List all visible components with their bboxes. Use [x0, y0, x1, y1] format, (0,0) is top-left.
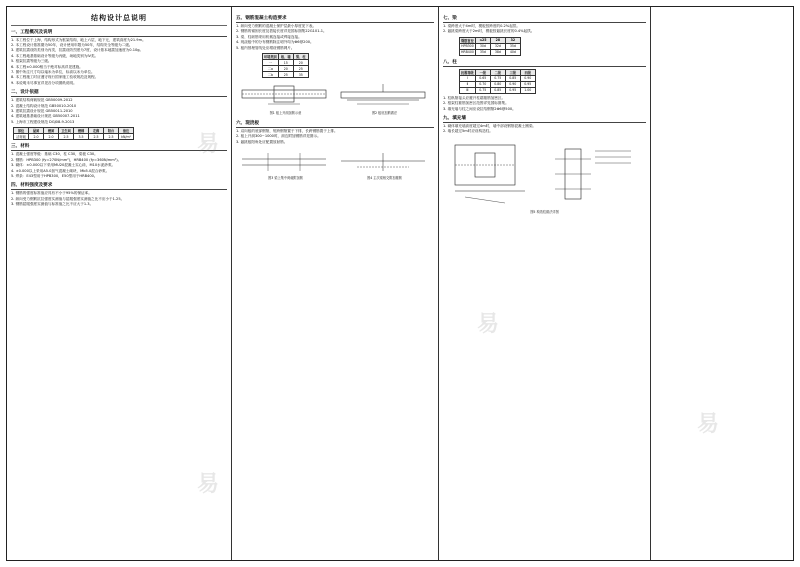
text-line: 3. 填充墙与柱之间应设拉结钢筋2Φ6@500。 [443, 106, 516, 111]
figure-caption: 图2 板底加筋做法 [371, 111, 398, 116]
axial-ratio-table [459, 69, 536, 94]
text-line: 2. 板上开洞300~1000时，洞边附加钢筋详见图示。 [236, 134, 321, 139]
table-cell: 2.5 [104, 134, 119, 140]
table-header-cell: 三级 [505, 69, 520, 75]
text-line: 1. 纵向受力钢筋的混凝土保护层最小厚度见下表。 [236, 24, 317, 28]
table-cell: 活荷载 [14, 134, 29, 140]
section-heading: 三、材料 [11, 143, 227, 151]
text-line: 6. 本工程±0.000相当于绝对标高详见建施。 [11, 64, 83, 69]
text-line: 4. ±0.000以上采用A5.0加气混凝土砌块，Mb5.0混合砂浆。 [11, 168, 110, 173]
table-cell: 15 [278, 60, 293, 66]
text-line: 3. 梁、柱纵筋采用机械连接或焊接连接。 [236, 34, 302, 39]
table-cell: kN/m² [119, 134, 134, 140]
text-line: 1. 混凝土强度等级：基础 C30，柱 C30，梁板 C30。 [11, 152, 98, 157]
detail-figures-row-1 [238, 80, 432, 117]
table-header-cell: 板、墙 [278, 54, 293, 60]
table-cell: 0.95 [505, 87, 520, 93]
table-cell: Ⅲ [460, 87, 476, 93]
figure-caption: 图5 构造柱做法详图 [530, 209, 559, 214]
rebar-detail-drawing [238, 80, 330, 110]
text-line: 2. 本工程设计基准期为50年，设计使用年限为50年，结构安全等级为二级。 [11, 43, 133, 47]
table-header-cell: 部位 [14, 128, 29, 134]
table-header-cell: 28 [490, 37, 505, 43]
table-cell: 0.95 [520, 81, 535, 87]
detail-figure [238, 149, 333, 182]
table-header-cell: 32 [505, 37, 520, 43]
table-header-cell: 阳台 [104, 128, 119, 134]
text-line: 1. 砌体填充墙高度超过4m时，墙中部设钢筋混凝土圈梁。 [443, 124, 537, 129]
text-line: 1. 钢筋的强度标准值应具有不小于95%的保证率。 [11, 191, 92, 196]
beam-detail-drawing [238, 149, 330, 175]
section-heading: 六、现浇板 [236, 120, 434, 128]
text-line: 5. 焊条：E43型用于HPB300，E50型用于HRB400。 [11, 173, 98, 178]
table-cell: 35d [475, 49, 490, 55]
table-cell: 25 [278, 72, 293, 78]
table-header-cell: 备注 [119, 128, 134, 134]
watermark: 易 [197, 472, 220, 497]
text-line: 4. 本工程地基基础设计等级为丙级，场地类别为IV类。 [11, 53, 99, 58]
table-cell: HPB300 [461, 44, 474, 49]
watermark: 易 [697, 412, 720, 437]
table-cell: 2.5 [59, 134, 74, 140]
text-line: 1. 梁跨度大于4m时，模板按跨度的0.2%起拱。 [443, 24, 520, 28]
text-line: 8. 本工程施工时应遵守现行国家施工验收规范及规程。 [11, 75, 99, 80]
table-header-cell: 楼梯 [74, 128, 89, 134]
detail-figure [337, 80, 432, 117]
table-cell: 38d [490, 49, 505, 55]
table-header-cell: ≤25 [475, 37, 490, 43]
text-line: 2. 框架柱箍筋加密区范围详见国标图集。 [443, 101, 509, 106]
table-cell: 0.80 [490, 81, 505, 87]
section-heading: 九、填充墙 [443, 115, 646, 123]
table-cell: 0.65 [475, 75, 490, 81]
table-header-cell: 屋面 [29, 128, 44, 134]
section-heading: 二、设计依据 [11, 89, 227, 97]
table-cell: 2.0 [44, 134, 59, 140]
text-line: 3. 悬挑板阳角处应配置放射筋。 [236, 139, 288, 144]
table-header-cell: 卫生间 [59, 128, 74, 134]
column-3 [439, 7, 651, 560]
table-cell: 0.75 [490, 75, 505, 81]
table-cell: 20 [278, 66, 293, 72]
table-cell: 32d [490, 43, 505, 49]
table-header-cell: 环境类别 [264, 55, 277, 60]
table-cell: 1.00 [520, 87, 535, 93]
text-line: 1. 柱纵筋接头应避开柱端箍筋加密区。 [443, 95, 506, 100]
text-line: 9. 本说明未尽事宜详见各分项图纸说明。 [11, 80, 77, 85]
text-line: 4. 现浇板中的分布钢筋除注明外均为Φ6@200。 [236, 40, 314, 45]
column-2 [232, 7, 439, 560]
table-cell: 3.5 [74, 134, 89, 140]
text-line: 5. 框架抗震等级为三级。 [11, 59, 52, 64]
section-heading: 八、柱 [443, 59, 646, 67]
table-cell: 一 [263, 60, 279, 66]
text-line: 5. 板内预埋管线处应增设钢筋网片。 [236, 45, 295, 50]
figure-caption: 图1 板上开洞加筋示意 [269, 111, 302, 116]
text-line: 2. 钢筋的锚固长度及搭接长度详见国标图集22G101-1。 [236, 29, 327, 34]
title-block-column [651, 7, 793, 560]
table-cell: 0.75 [475, 87, 490, 93]
table-header-cell: 梁、柱 [293, 54, 308, 60]
table-header-cell: 走廊 [89, 128, 104, 134]
rebar-detail-drawing [337, 80, 429, 110]
text-line: 5. 上海市工程建设规范 DGJ08-9-2013 [11, 119, 75, 124]
anchorage-table [459, 37, 521, 56]
text-line: 3. 建筑抗震设计规范 GB50011-2010 [11, 109, 73, 114]
table-header-cell: 楼面 [44, 128, 59, 134]
section-heading: 一、工程概况及说明 [11, 29, 227, 37]
table-cell: 30d [475, 43, 490, 49]
watermark: 易 [197, 132, 220, 157]
text-line: 4. 建筑地基基础设计规范 GB50007-2011 [11, 114, 80, 119]
text-line: 7. 图中所注尺寸均以毫米为单位，标高以米为单位。 [11, 70, 95, 75]
text-line: 2. 钢筋：HPB300 (fy=270N/mm²)，HRB400 (fy=360N/mm²)。 [11, 157, 122, 162]
table-cell: 0.70 [475, 81, 490, 87]
table-cell: 二a [263, 66, 279, 72]
table-header-cell: 抗震等级 [461, 70, 474, 75]
text-line: 2. 纵向受力钢筋抗拉强度实测值与屈服强度实测值之比不应小于1.25。 [11, 196, 125, 201]
table-cell: 25 [293, 66, 308, 72]
table-cell: 2.0 [29, 134, 44, 140]
table-cell: 40d [505, 49, 520, 55]
table-cell: Ⅱ [460, 81, 476, 87]
table-cell: 35 [293, 72, 308, 78]
figure-caption: 图3 梁上集中荷载附加筋 [268, 176, 303, 181]
table-header-cell: 钢筋直径 [461, 38, 474, 43]
table-cell: 二b [263, 72, 279, 78]
table-cell: 0.90 [520, 75, 535, 81]
text-line: 3. 砌体：±0.000以下采用MU20混凝土实心砖，M10水泥砂浆。 [11, 163, 116, 168]
drawing-title: 结构设计总说明 [91, 14, 147, 22]
drawing-sheet [6, 6, 794, 561]
detail-figure [445, 139, 644, 214]
table-header-cell: 四级 [520, 69, 535, 75]
table-cell: 20 [293, 60, 308, 66]
beam-detail-drawing [337, 149, 429, 175]
table-cell: HRB400 [461, 50, 474, 55]
section-heading: 五、钢筋混凝土构造要求 [236, 15, 434, 23]
text-line: 3. 建筑抗震设防类别为丙类，抗震设防烈度为7度，设计基本地震加速度为0.10g。 [11, 48, 144, 53]
text-line: 1. 双向板的底部钢筋，短跨钢筋置于下排，长跨钢筋置于上排。 [236, 129, 338, 134]
table-header-cell: 一级 [475, 69, 490, 75]
detail-figures-row-2 [238, 149, 432, 182]
watermark: 易 [477, 312, 500, 337]
table-cell: 35d [505, 43, 520, 49]
text-line: 3. 钢筋屈服强度实测值与标准值之比不应大于1.3。 [11, 202, 94, 207]
section-heading: 四、材料强度及要求 [11, 182, 227, 190]
table-cell: Ⅰ [460, 75, 476, 81]
table-cell: 2.5 [89, 134, 104, 140]
text-line: 2. 混凝土结构设计规范 GB50010-2010 [11, 103, 77, 108]
column-detail-drawing [445, 139, 641, 209]
table-cell: 0.90 [505, 81, 520, 87]
detail-figure [238, 80, 333, 117]
column-1 [7, 7, 232, 560]
figure-caption: 图4 主次梁相交附加箍筋 [367, 176, 402, 181]
table-cell: 0.85 [505, 75, 520, 81]
load-table [13, 127, 134, 140]
text-line: 2. 悬挑梁跨度大于2m时，模板按悬挑长度的0.4%起拱。 [443, 29, 535, 34]
text-line: 1. 本工程位于上海，结构形式为框架结构，地上六层，地下无，建筑高度为21.9m。 [11, 37, 146, 42]
detail-figure [337, 149, 432, 182]
divider [11, 25, 227, 26]
section-heading: 七、梁 [443, 15, 646, 23]
cover-table [262, 53, 309, 78]
table-header-cell: 二级 [490, 69, 505, 75]
table-cell: 0.85 [490, 87, 505, 93]
text-line: 1. 建筑结构荷载规范 GB50009-2012 [11, 98, 73, 103]
text-line: 2. 墙长超过5m时应设构造柱。 [443, 129, 493, 134]
